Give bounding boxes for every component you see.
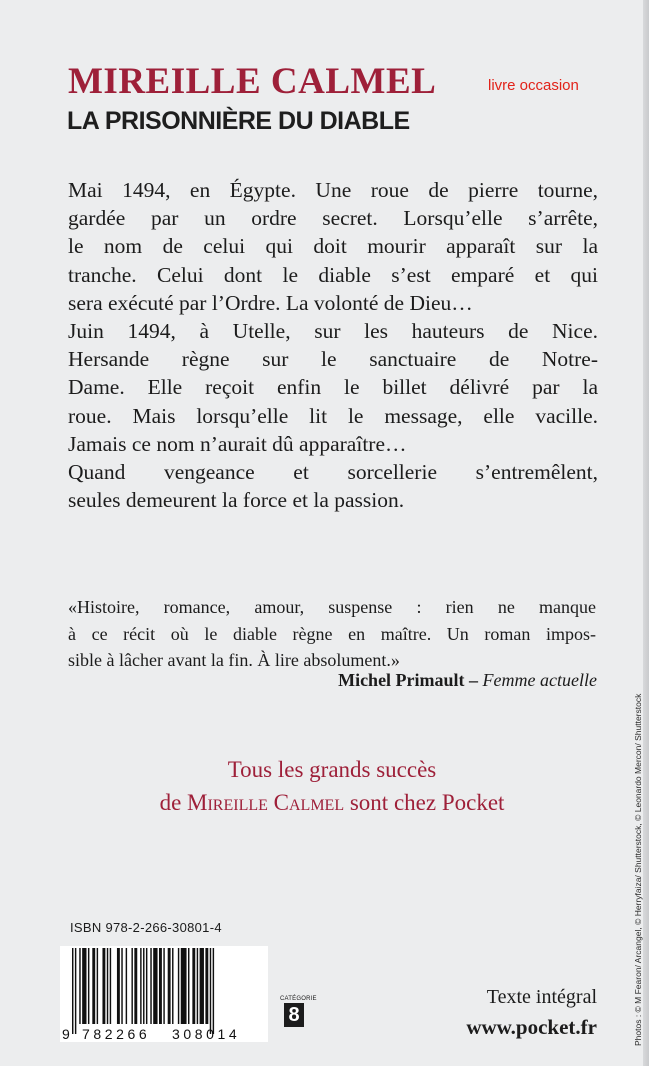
barcode-bar bbox=[143, 948, 144, 1024]
press-quote-line: à ce récit où le diable règne en maître. Un roman impos- bbox=[68, 623, 596, 644]
barcode-bar bbox=[75, 948, 76, 1034]
synopsis-line: gardée par un ordre secret. Lorsqu’elle s’arrête, bbox=[68, 206, 598, 231]
isbn-number: ISBN 978-2-266-30801-4 bbox=[70, 920, 222, 935]
barcode-bar bbox=[134, 948, 137, 1024]
synopsis-line: seules demeurent la force et la passion. bbox=[68, 488, 405, 513]
synopsis-line: Juin 1494, à Utelle, sur les hauteurs de Nice. bbox=[68, 319, 598, 344]
promo-line-2 bbox=[68, 786, 596, 819]
quote-separator: – bbox=[464, 670, 483, 690]
barcode-bar bbox=[163, 948, 164, 1024]
barcode-bar bbox=[79, 948, 80, 1024]
barcode-bar bbox=[159, 948, 162, 1024]
quote-source: Femme actuelle bbox=[482, 670, 597, 690]
barcode-right-digits: 308014 bbox=[172, 1026, 241, 1042]
promo-line-1: Tous les grands succès bbox=[227, 757, 437, 782]
synopsis-line: tranche. Celui dont le diable s’est emparé et qui bbox=[68, 262, 598, 287]
barcode-bar bbox=[97, 948, 98, 1024]
promo-suffix: sont chez Pocket bbox=[344, 790, 505, 815]
promo-prefix: de bbox=[159, 790, 188, 815]
photo-credits: Photos : © M Fearon/ Arcangel, © Herryfaiza/ Shutterstock, © Leonardo Mercon/ Shutterstock bbox=[633, 693, 643, 1046]
barcode-bar bbox=[168, 948, 171, 1024]
barcode-bar bbox=[150, 948, 151, 1024]
barcode-bar bbox=[117, 948, 120, 1024]
barcode-bar bbox=[153, 948, 157, 1024]
barcode-bar bbox=[192, 948, 195, 1024]
synopsis-line: sera exécuté par l’Ordre. La volonté de Dieu… bbox=[68, 290, 473, 315]
barcode-bar bbox=[131, 948, 132, 1024]
barcode-bar bbox=[197, 948, 198, 1024]
barcode-bar bbox=[88, 948, 89, 1024]
category-number: 8 bbox=[284, 1003, 304, 1027]
synopsis-line: Jamais ce nom n’aurait dû apparaître… bbox=[68, 431, 407, 456]
barcode-bar bbox=[178, 948, 179, 1024]
barcode-bar bbox=[102, 948, 105, 1024]
quote-attribution bbox=[338, 670, 597, 691]
price-category bbox=[280, 996, 317, 1027]
synopsis bbox=[68, 176, 598, 514]
synopsis-line: roue. Mais lorsqu’elle lit le message, elle vacille. bbox=[68, 403, 598, 428]
edition-note: Texte intégral bbox=[486, 986, 597, 1008]
book-title: LA PRISONNIÈRE DU DIABLE bbox=[67, 107, 410, 135]
synopsis-line: Quand vengeance et sorcellerie s’entremêlent, bbox=[68, 460, 598, 485]
category-label: CATÉGORIE bbox=[280, 996, 317, 1002]
barcode-bar bbox=[205, 948, 208, 1024]
barcode-bar bbox=[146, 948, 147, 1024]
promo-author-name: Mireille Calmel bbox=[187, 790, 345, 815]
press-quote-line: sible à lâcher avant la fin. À lire absolument.» bbox=[68, 650, 400, 670]
barcode-bar bbox=[210, 948, 211, 1034]
publisher-promo bbox=[68, 753, 596, 819]
barcode-bar bbox=[110, 948, 111, 1024]
barcode-bar bbox=[200, 948, 204, 1024]
press-quote-line: «Histoire, romance, amour, suspense : rien ne manque bbox=[68, 597, 596, 617]
barcode-left-digits: 782266 bbox=[82, 1026, 151, 1042]
barcode-bar bbox=[82, 948, 86, 1024]
synopsis-line: Dame. Elle reçoit enfin le billet délivré par la bbox=[68, 375, 598, 400]
barcode-bar bbox=[181, 948, 187, 1024]
barcode-bar bbox=[92, 948, 95, 1024]
barcode-bar bbox=[213, 948, 214, 1034]
barcode-bar bbox=[172, 948, 173, 1024]
barcode-bar bbox=[72, 948, 73, 1034]
author-name: MIREILLE CALMEL bbox=[68, 61, 437, 102]
synopsis-line: le nom de celui qui doit mourir apparaît sur la bbox=[68, 234, 598, 259]
press-quote bbox=[68, 594, 596, 674]
barcode-bar bbox=[126, 948, 127, 1024]
barcode-bar bbox=[188, 948, 189, 1024]
publisher-website: www.pocket.fr bbox=[466, 1015, 597, 1039]
barcode-first-digit: 9 bbox=[62, 1026, 70, 1042]
barcode-bar bbox=[107, 948, 108, 1024]
quote-author: Michel Primault bbox=[338, 670, 465, 690]
seller-tag: livre occasion bbox=[488, 77, 579, 94]
barcode-bar bbox=[140, 948, 141, 1024]
synopsis-line: Hersande règne sur le sanctuaire de Notre- bbox=[68, 347, 598, 372]
barcode-bar bbox=[121, 948, 122, 1024]
ean-barcode bbox=[60, 946, 268, 1042]
cover-edge bbox=[643, 0, 649, 1066]
synopsis-line: Mai 1494, en Égypte. Une roue de pierre tourne, bbox=[68, 178, 598, 202]
